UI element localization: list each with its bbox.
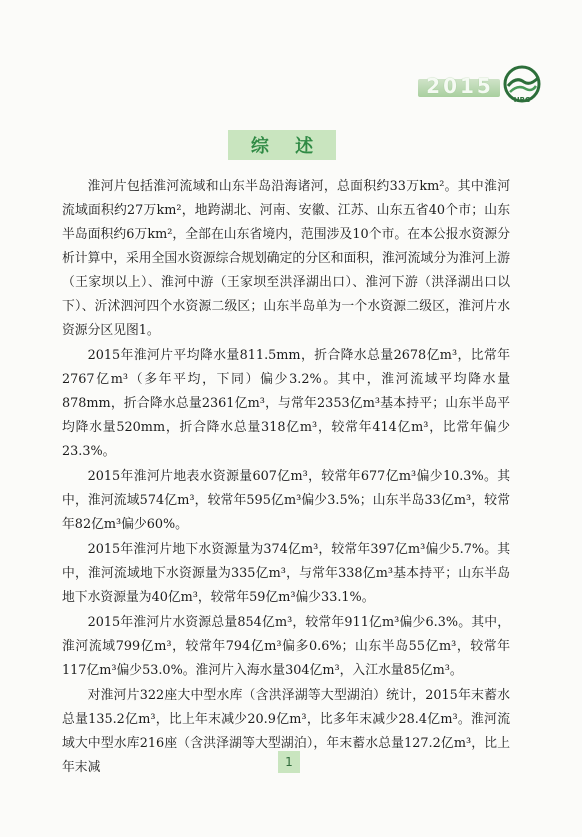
paragraph: 淮河片包括淮河流域和山东半岛沿海诸河，总面积约33万km²。其中淮河流域面积约27万km²，地跨湖北、河南、安徽、江苏、山东五省40个市；山东半岛面积约6万km²，全部在山东省境内，范围涉及10个市。在本公报水资源分析计算中，采用全国水资源综合规划确定的分区和面积，淮河流域分为淮河上游（王家坝以上）、淮河中游（王家坝至洪泽湖出口）、淮河下游（洪泽湖出口以下）、沂沭泗河四个水资源二级区；山东半岛单为一个水资源二级区，淮河片水资源分区见图1。 — [62, 179, 510, 338]
paragraph: 2015年淮河片水资源总量854亿m³，较常年911亿m³偏少6.3%。其中，淮河流域799亿m³，较常年794亿m³偏多0.6%；山东半岛55亿m³，较常年117亿m³偏少53.0%。淮河片入海水量304亿m³，入江水量85亿m³。 — [62, 615, 510, 678]
paragraph: 2015年淮河片地表水资源量607亿m³，较常年677亿m³偏少10.3%。其中，淮河流域574亿m³，较常年595亿m³偏少3.5%；山东半岛33亿m³，较常年82亿m³偏少60%。 — [62, 469, 510, 532]
section-title-box — [228, 130, 336, 160]
paragraph: 对淮河片322座大中型水库（含洪泽湖等大型湖泊）统计，2015年末蓄水总量135.2亿m³，比上年末减少20.9亿m³，比多年末减少28.4亿m³。淮河流域大中型水库216座（含洪泽湖等大型湖泊），年末蓄水总量127.2亿m³，比上年末减 — [62, 688, 510, 775]
page-number: 1 — [278, 751, 300, 773]
section-title: 综 述 — [250, 136, 324, 157]
header-year: 2015 — [426, 74, 494, 98]
paragraph: 2015年淮河片地下水资源量为374亿m³，较常年397亿m³偏少5.7%。其中，淮河流域地下水资源量为335亿m³，与常年338亿m³基本持平；山东半岛地下水资源量为40亿m³，较常年59亿m³偏少33.1%。 — [62, 542, 510, 605]
body-text — [62, 175, 510, 781]
logo-text: HRC — [513, 96, 531, 104]
paragraph: 2015年淮河片平均降水量811.5mm，折合降水总量2678亿m³，比常年2767亿m³（多年平均，下同）偏少3.2%。其中，淮河流域平均降水量878mm，折合降水总量2361亿m³，与常年2353亿m³基本持平；山东半岛平均降水量520mm，折合降水总量318亿m³，较常年414亿m³，比常年偏少23.3%。 — [62, 348, 510, 459]
